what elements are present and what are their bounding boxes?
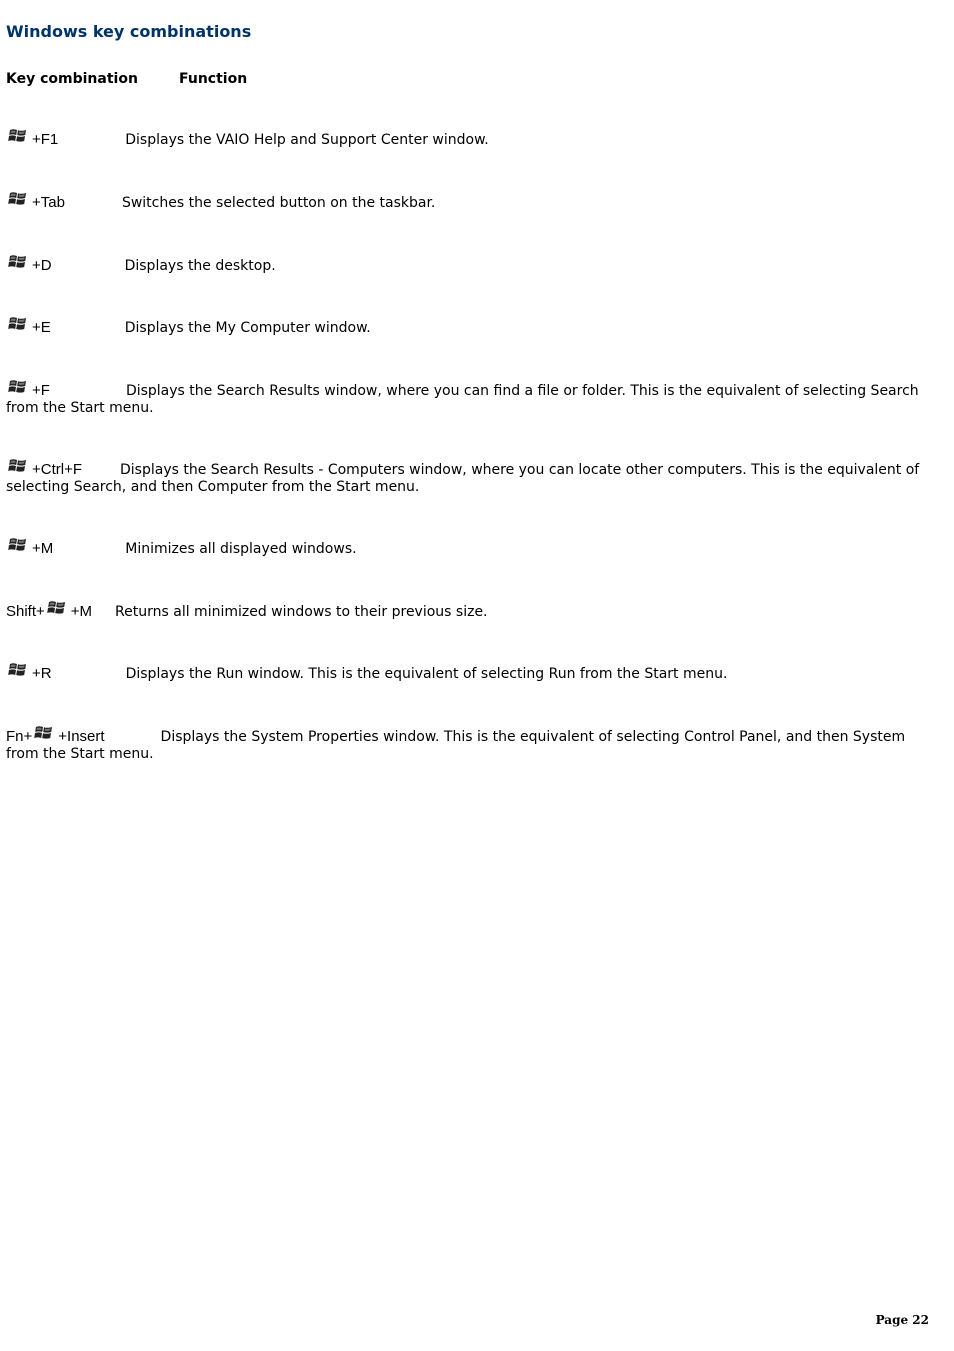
- key-description: Returns all minimized windows to their previous size.: [115, 604, 488, 620]
- key-row: [6, 661, 936, 683]
- header-function: Function: [179, 71, 248, 87]
- key-description: Displays the Search Results - Computers window, where you can locate other computers. This is the equivalent of selecting Search, and then Computer from the Start menu.: [6, 462, 920, 495]
- windows-logo-icon: [8, 378, 28, 396]
- key-suffix: +D: [32, 257, 52, 274]
- key-row: [6, 127, 936, 149]
- windows-logo-icon: [8, 127, 28, 145]
- page-title: Windows key combinations: [6, 22, 252, 41]
- key-description: Displays the desktop.: [124, 258, 276, 274]
- header-key-combination: Key combination: [6, 71, 138, 87]
- key-description: Displays the System Properties window. This is the equivalent of selecting Control Panel, and then System from the Start menu.: [6, 729, 906, 762]
- key-suffix: +M: [70, 603, 93, 620]
- windows-logo-icon: [8, 536, 28, 554]
- key-row: [6, 536, 936, 558]
- key-suffix: +Insert: [58, 728, 105, 745]
- key-description: Displays the Run window. This is the equivalent of selecting Run from the Start menu.: [125, 666, 728, 682]
- key-suffix: +F1: [32, 131, 59, 148]
- key-row: [6, 315, 936, 337]
- key-suffix: +M: [32, 540, 54, 557]
- windows-logo-icon: [47, 599, 67, 617]
- key-description: Displays the My Computer window.: [124, 320, 371, 336]
- key-suffix: +E: [32, 319, 51, 336]
- key-description: Displays the VAIO Help and Support Center window.: [125, 132, 489, 148]
- key-row: [6, 253, 936, 275]
- key-description: Switches the selected button on the taskbar.: [121, 195, 436, 211]
- key-row: [6, 457, 936, 496]
- key-suffix: +R: [32, 665, 52, 682]
- windows-logo-icon: [8, 661, 28, 679]
- key-prefix: Shift+: [6, 603, 45, 620]
- windows-logo-icon: [34, 724, 54, 742]
- key-suffix: +F: [32, 382, 50, 399]
- windows-logo-icon: [8, 190, 28, 208]
- column-headers: [6, 71, 247, 87]
- windows-logo-icon: [8, 457, 28, 475]
- key-prefix: Fn+: [6, 728, 33, 745]
- key-row: [6, 724, 936, 763]
- key-suffix: +Tab: [32, 194, 65, 211]
- key-description: Displays the Search Results window, where you can find a file or folder. This is the equivalent of selecting Search from the Start menu.: [6, 383, 919, 416]
- key-row: [6, 599, 936, 621]
- key-row: [6, 378, 936, 417]
- windows-logo-icon: [8, 315, 28, 333]
- windows-logo-icon: [8, 253, 28, 271]
- page-number: Page 22: [875, 1313, 929, 1327]
- key-description: Minimizes all displayed windows.: [125, 541, 357, 557]
- key-suffix: +Ctrl+F: [32, 461, 83, 478]
- key-row: [6, 190, 936, 212]
